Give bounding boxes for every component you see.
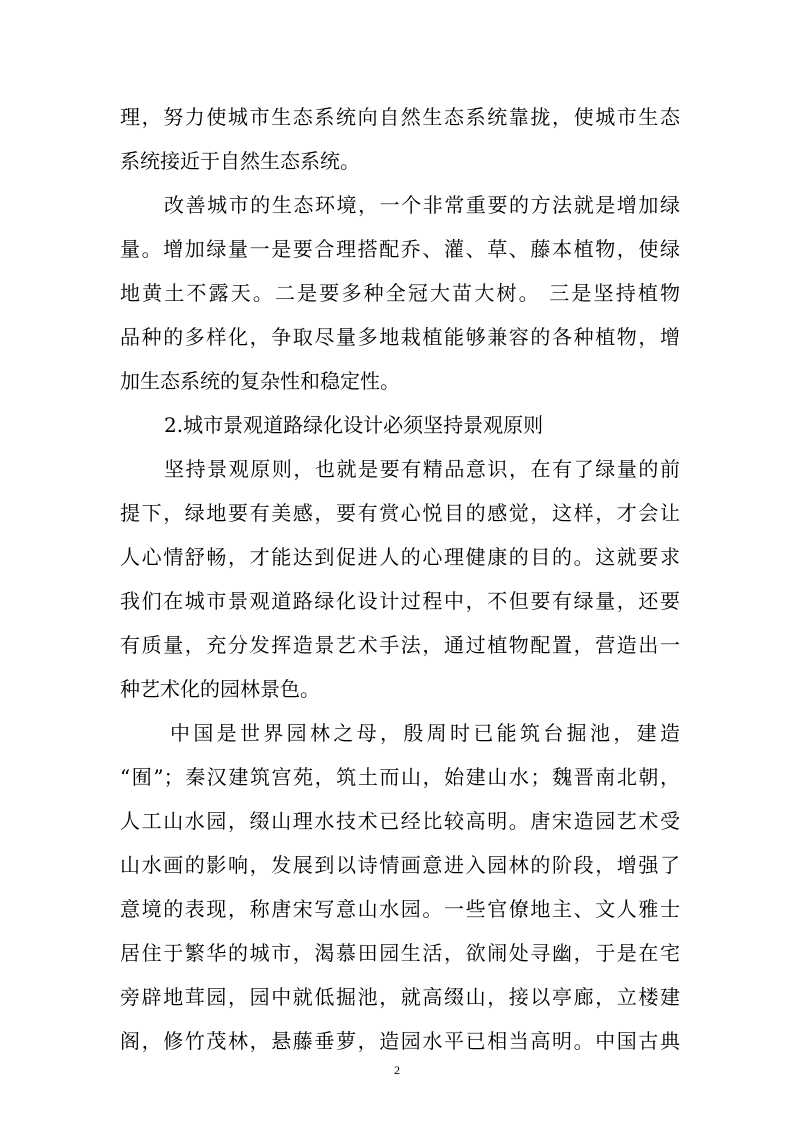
text-line: 加生态系统的复杂性和稳定性。	[120, 369, 400, 393]
text-line: 地黄土不露天。二是要多种全冠大苗大树。 三是坚持植物	[120, 281, 680, 305]
text-line: 旁辟地茸园，园中就低掘池，就高缀山，接以亭廊，立楼建	[120, 985, 680, 1009]
text-line: 改善城市的生态环境，一个非常重要的方法就是增加绿	[164, 193, 680, 217]
text-line: “囿”；秦汉建筑宫苑，筑土而山，始建山水；魏晋南北朝，	[120, 765, 680, 789]
text-line: 有质量，充分发挥造景艺术手法，通过植物配置，营造出一	[120, 633, 680, 657]
section-heading: 2.城市景观道路绿化设计必须坚持景观原则	[164, 413, 544, 437]
text-line: 系统接近于自然生态系统。	[120, 149, 360, 173]
text-line: 阁，修竹茂林，悬藤垂萝，造园水平已相当高明。中国古典	[120, 1029, 680, 1053]
text-line: 理，努力使城市生态系统向自然生态系统靠拢，使城市生态	[120, 105, 680, 129]
text-line: 提下，绿地要有美感，要有赏心悦目的感觉，这样，才会让	[120, 501, 680, 525]
text-line: 人工山水园，缀山理水技术已经比较高明。唐宋造园艺术受	[120, 809, 680, 833]
page-number: 2	[394, 1063, 400, 1077]
text-line: 我们在城市景观道路绿化设计过程中，不但要有绿量，还要	[120, 589, 680, 613]
text-line: 意境的表现，称唐宋写意山水园。一些官僚地主、文人雅士	[120, 897, 680, 921]
text-line: 中国是世界园林之母，殷周时已能筑台掘池，建造	[170, 721, 680, 745]
text-line: 山水画的影响，发展到以诗情画意进入园林的阶段，增强了	[120, 853, 680, 877]
text-line: 量。增加绿量一是要合理搭配乔、灌、草、藤本植物，使绿	[120, 237, 680, 261]
text-line: 品种的多样化，争取尽量多地栽植能够兼容的各种植物，增	[120, 325, 680, 349]
text-line: 居住于繁华的城市，渴慕田园生活，欲闹处寻幽，于是在宅	[120, 941, 680, 965]
text-line: 人心情舒畅，才能达到促进人的心理健康的目的。这就要求	[120, 545, 680, 569]
text-line: 坚持景观原则，也就是要有精品意识，在有了绿量的前	[164, 457, 680, 481]
text-line: 种艺术化的园林景色。	[120, 677, 320, 701]
